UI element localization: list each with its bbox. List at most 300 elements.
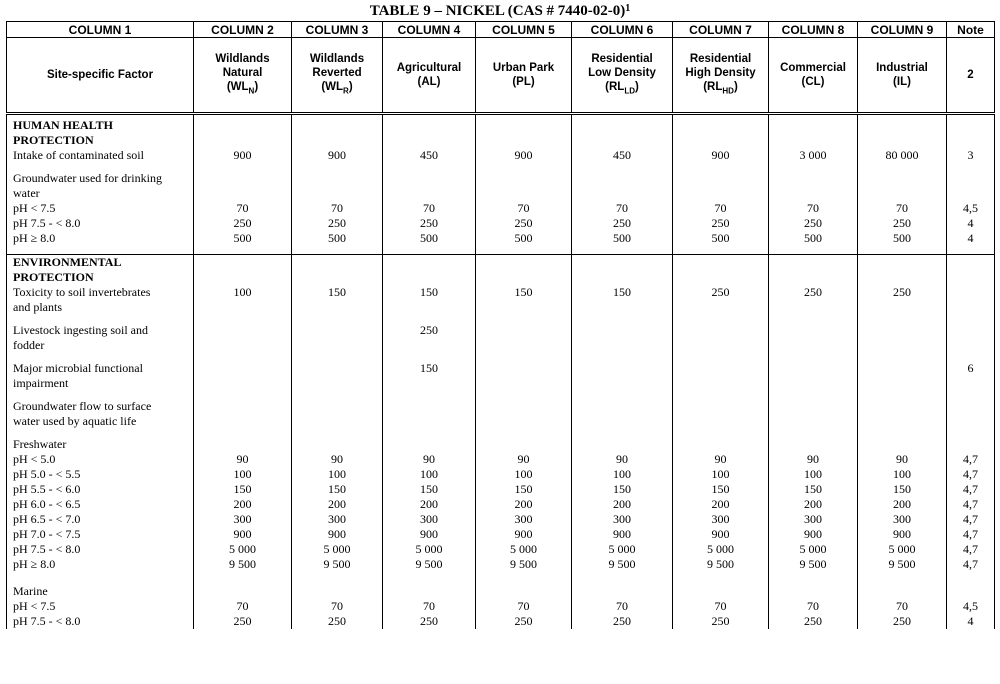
value-cell: 90: [572, 452, 673, 467]
table-row: [7, 437, 995, 452]
value-cell: 900: [476, 527, 572, 542]
value-cell: 90: [673, 452, 769, 467]
empty-cell: [673, 353, 769, 361]
empty-cell: [7, 315, 194, 323]
value-cell: 250: [769, 614, 858, 629]
empty-cell: [572, 584, 673, 599]
empty-cell: [476, 163, 572, 171]
value-cell: 5 000: [769, 542, 858, 557]
empty-cell: [572, 186, 673, 201]
empty-cell: [858, 361, 947, 376]
table-row: [7, 201, 995, 216]
empty-cell: [7, 572, 194, 584]
empty-cell: [858, 163, 947, 171]
table-row: [7, 361, 995, 376]
empty-cell: [673, 437, 769, 452]
value-cell: 70: [194, 599, 292, 614]
value-cell: 150: [292, 482, 383, 497]
empty-cell: [769, 270, 858, 285]
ph-label: pH < 7.5: [7, 201, 194, 216]
table-row: [7, 148, 995, 163]
empty-cell: [769, 246, 858, 254]
empty-cell: [673, 414, 769, 429]
spacer-row: [7, 163, 995, 171]
empty-cell: [292, 376, 383, 391]
section-heading: HUMAN HEALTH: [7, 118, 194, 133]
value-cell: 3 000: [769, 148, 858, 163]
empty-cell: [769, 414, 858, 429]
cell-text: Wildlands: [309, 52, 365, 65]
empty-cell: [673, 186, 769, 201]
value-cell: 200: [858, 497, 947, 512]
ph-label: pH 5.5 - < 6.0: [7, 482, 194, 497]
table-title: [0, 2, 1000, 20]
value-cell: 250: [194, 614, 292, 629]
note-cell: 6: [947, 361, 995, 376]
note-cell: 3: [947, 148, 995, 163]
subgroup-label: Freshwater: [7, 437, 194, 452]
table-row: [7, 270, 995, 285]
table-row: [7, 300, 995, 315]
factor-label: Major microbial functional: [7, 361, 194, 376]
empty-cell: [769, 338, 858, 353]
empty-cell: [476, 429, 572, 437]
value-cell: 70: [769, 201, 858, 216]
empty-cell: [858, 572, 947, 584]
col-header: COLUMN 3: [292, 22, 383, 38]
cell-text: R: [343, 86, 349, 96]
empty-cell: [292, 338, 383, 353]
empty-cell: [383, 315, 476, 323]
empty-cell: [7, 391, 194, 399]
empty-cell: [673, 254, 769, 270]
value-cell: 200: [383, 497, 476, 512]
empty-cell: [383, 572, 476, 584]
empty-cell: [673, 323, 769, 338]
empty-cell: [194, 399, 292, 414]
value-cell: 100: [769, 467, 858, 482]
empty-cell: [572, 572, 673, 584]
value-cell: 100: [383, 467, 476, 482]
empty-cell: [476, 118, 572, 133]
value-cell: 100: [858, 467, 947, 482]
value-cell: 70: [292, 201, 383, 216]
empty-cell: [769, 376, 858, 391]
spacer-row: [7, 572, 995, 584]
table-row: [7, 186, 995, 201]
table-row: [7, 599, 995, 614]
value-cell: 900: [673, 527, 769, 542]
col-header: COLUMN 2: [194, 22, 292, 38]
empty-cell: [769, 254, 858, 270]
value-cell: 500: [769, 231, 858, 246]
section-heading-row: [7, 254, 995, 270]
landuse-header: [858, 38, 947, 114]
value-cell: 200: [194, 497, 292, 512]
value-cell: 250: [858, 285, 947, 300]
empty-cell: [858, 171, 947, 186]
value-cell: 200: [673, 497, 769, 512]
empty-cell: [194, 246, 292, 254]
empty-cell: [769, 399, 858, 414]
empty-cell: [947, 163, 995, 171]
factor-label: impairment: [7, 376, 194, 391]
value-cell: 150: [383, 285, 476, 300]
land-use-row: [7, 38, 995, 114]
empty-cell: [383, 171, 476, 186]
empty-cell: [673, 572, 769, 584]
empty-cell: [194, 163, 292, 171]
empty-cell: [572, 376, 673, 391]
empty-cell: [769, 315, 858, 323]
empty-cell: [673, 338, 769, 353]
empty-cell: [572, 399, 673, 414]
value-cell: 250: [476, 216, 572, 231]
ph-label: pH < 7.5: [7, 599, 194, 614]
value-cell: 9 500: [476, 557, 572, 572]
empty-cell: [292, 133, 383, 148]
value-cell: 5 000: [858, 542, 947, 557]
empty-cell: [292, 572, 383, 584]
empty-cell: [673, 163, 769, 171]
section-heading-row: [7, 118, 995, 133]
value-cell: 100: [194, 285, 292, 300]
table-row: [7, 376, 995, 391]
empty-cell: [572, 414, 673, 429]
value-cell: 70: [194, 201, 292, 216]
col-header: COLUMN 5: [476, 22, 572, 38]
value-cell: 200: [572, 497, 673, 512]
note-cell: 4,7: [947, 482, 995, 497]
empty-cell: [572, 338, 673, 353]
spacer-row: [7, 246, 995, 254]
empty-cell: [292, 437, 383, 452]
value-cell: 500: [476, 231, 572, 246]
empty-cell: [383, 353, 476, 361]
empty-cell: [769, 391, 858, 399]
empty-cell: [947, 133, 995, 148]
empty-cell: [7, 246, 194, 254]
value-cell: 150: [673, 482, 769, 497]
empty-cell: [476, 361, 572, 376]
empty-cell: [858, 246, 947, 254]
ph-label: pH 5.0 - < 5.5: [7, 467, 194, 482]
cell-text: N: [248, 86, 255, 96]
value-cell: 9 500: [383, 557, 476, 572]
section-heading: PROTECTION: [7, 270, 194, 285]
ph-label: pH ≥ 8.0: [7, 557, 194, 572]
empty-cell: [947, 429, 995, 437]
factor-label: water: [7, 186, 194, 201]
value-cell: 900: [476, 148, 572, 163]
value-cell: 90: [476, 452, 572, 467]
value-cell: 900: [292, 527, 383, 542]
empty-cell: [572, 361, 673, 376]
empty-cell: [572, 353, 673, 361]
empty-cell: [858, 300, 947, 315]
empty-cell: [858, 133, 947, 148]
value-cell: 900: [383, 527, 476, 542]
value-cell: 90: [769, 452, 858, 467]
cell-text: (IL): [893, 76, 911, 88]
empty-cell: [292, 315, 383, 323]
empty-cell: [292, 353, 383, 361]
empty-cell: [476, 323, 572, 338]
landuse-header: [476, 38, 572, 114]
table-row: [7, 399, 995, 414]
cell-text: Residential: [689, 52, 752, 65]
ph-label: pH 6.0 - < 6.5: [7, 497, 194, 512]
empty-cell: [7, 429, 194, 437]
value-cell: 200: [769, 497, 858, 512]
table-row: [7, 452, 995, 467]
note-cell: 4,7: [947, 557, 995, 572]
empty-cell: [947, 171, 995, 186]
empty-cell: [194, 254, 292, 270]
empty-cell: [858, 376, 947, 391]
spacer-row: [7, 391, 995, 399]
ph-label: pH 7.5 - < 8.0: [7, 542, 194, 557]
value-cell: 900: [194, 527, 292, 542]
value-cell: 150: [383, 482, 476, 497]
empty-cell: [292, 584, 383, 599]
empty-cell: [858, 315, 947, 323]
empty-cell: [194, 118, 292, 133]
empty-cell: [572, 133, 673, 148]
value-cell: 200: [292, 497, 383, 512]
value-cell: 250: [673, 614, 769, 629]
table-row: [7, 614, 995, 629]
empty-cell: [292, 414, 383, 429]
value-cell: 90: [194, 452, 292, 467]
table-row: [7, 323, 995, 338]
cell-text: Low Density: [588, 66, 656, 79]
table-row: [7, 231, 995, 246]
empty-cell: [476, 186, 572, 201]
value-cell: 250: [572, 216, 673, 231]
empty-cell: [194, 171, 292, 186]
empty-cell: [194, 376, 292, 391]
table-row: [7, 414, 995, 429]
empty-cell: [947, 270, 995, 285]
nickel-table: [6, 21, 995, 629]
value-cell: 300: [194, 512, 292, 527]
empty-cell: [858, 270, 947, 285]
empty-cell: [194, 323, 292, 338]
value-cell: 500: [858, 231, 947, 246]
col-header: COLUMN 1: [7, 22, 194, 38]
empty-cell: [383, 437, 476, 452]
empty-cell: [476, 391, 572, 399]
empty-cell: [673, 171, 769, 186]
value-cell: 9 500: [858, 557, 947, 572]
empty-cell: [383, 391, 476, 399]
cell-text: TABLE 9 – NICKEL (CAS # 7440-02-0): [369, 3, 626, 19]
value-cell: 70: [673, 599, 769, 614]
note-cell: 4,7: [947, 542, 995, 557]
empty-cell: [858, 118, 947, 133]
empty-cell: [383, 254, 476, 270]
value-cell: 100: [572, 467, 673, 482]
empty-cell: [673, 315, 769, 323]
value-cell: 250: [858, 216, 947, 231]
value-cell: 5 000: [292, 542, 383, 557]
factor-label: water used by aquatic life: [7, 414, 194, 429]
empty-cell: [572, 171, 673, 186]
empty-cell: [572, 323, 673, 338]
empty-cell: [572, 118, 673, 133]
landuse-header: [292, 38, 383, 114]
landuse-header: [572, 38, 673, 114]
empty-cell: [572, 254, 673, 270]
empty-cell: [769, 361, 858, 376]
section-heading: PROTECTION: [7, 133, 194, 148]
value-cell: 250: [673, 216, 769, 231]
section-heading: ENVIRONMENTAL: [7, 254, 194, 270]
empty-cell: [476, 376, 572, 391]
value-cell: 900: [858, 527, 947, 542]
empty-cell: [769, 584, 858, 599]
empty-cell: [858, 186, 947, 201]
empty-cell: [292, 361, 383, 376]
spacer-row: [7, 429, 995, 437]
empty-cell: [383, 376, 476, 391]
spacer-row: [7, 353, 995, 361]
value-cell: 9 500: [673, 557, 769, 572]
empty-cell: [383, 133, 476, 148]
value-cell: 250: [476, 614, 572, 629]
empty-cell: [858, 353, 947, 361]
note-cell: [947, 285, 995, 300]
empty-cell: [769, 300, 858, 315]
factor-label: and plants: [7, 300, 194, 315]
empty-cell: [476, 270, 572, 285]
empty-cell: [194, 186, 292, 201]
empty-cell: [572, 163, 673, 171]
cell-text: Commercial: [780, 62, 846, 74]
table-row: [7, 171, 995, 186]
value-cell: 250: [383, 614, 476, 629]
empty-cell: [194, 270, 292, 285]
empty-cell: [572, 391, 673, 399]
value-cell: 70: [572, 599, 673, 614]
value-cell: 150: [194, 482, 292, 497]
empty-cell: [7, 163, 194, 171]
empty-cell: [673, 246, 769, 254]
empty-cell: [858, 584, 947, 599]
empty-cell: [769, 118, 858, 133]
table-row: [7, 216, 995, 231]
cell-text: ): [348, 80, 353, 93]
cell-text: (WL: [226, 80, 249, 93]
landuse-header: [673, 38, 769, 114]
empty-cell: [194, 300, 292, 315]
empty-cell: [194, 391, 292, 399]
factor-label: Groundwater used for drinking: [7, 171, 194, 186]
value-cell: 9 500: [194, 557, 292, 572]
value-cell: 300: [769, 512, 858, 527]
value-cell: 150: [858, 482, 947, 497]
empty-cell: [947, 338, 995, 353]
empty-cell: [292, 163, 383, 171]
empty-cell: [572, 315, 673, 323]
factor-label: Groundwater flow to surface: [7, 399, 194, 414]
empty-cell: [476, 572, 572, 584]
cell-text: Wildlands: [215, 52, 270, 65]
value-cell: 70: [383, 599, 476, 614]
value-cell: 70: [858, 599, 947, 614]
empty-cell: [947, 391, 995, 399]
empty-cell: [858, 399, 947, 414]
table-row: [7, 338, 995, 353]
value-cell: 500: [383, 231, 476, 246]
ph-label: pH 7.5 - < 8.0: [7, 614, 194, 629]
empty-cell: [383, 584, 476, 599]
value-cell: 250: [383, 216, 476, 231]
empty-cell: [947, 254, 995, 270]
ph-label: pH < 5.0: [7, 452, 194, 467]
value-cell: 150: [383, 361, 476, 376]
value-cell: 150: [476, 482, 572, 497]
empty-cell: [673, 429, 769, 437]
cell-text: (AL): [417, 76, 441, 88]
empty-cell: [383, 118, 476, 133]
empty-cell: [383, 338, 476, 353]
value-cell: 500: [292, 231, 383, 246]
value-cell: 300: [572, 512, 673, 527]
ph-label: pH 6.5 - < 7.0: [7, 512, 194, 527]
value-cell: 5 000: [572, 542, 673, 557]
note-header: 2: [947, 38, 995, 114]
subgroup-label: Marine: [7, 584, 194, 599]
col-header: Note: [947, 22, 995, 38]
ph-label: pH 7.5 - < 8.0: [7, 216, 194, 231]
empty-cell: [858, 338, 947, 353]
cell-text: Reverted: [312, 66, 362, 79]
empty-cell: [292, 300, 383, 315]
empty-cell: [572, 300, 673, 315]
value-cell: 500: [194, 231, 292, 246]
value-cell: 250: [194, 216, 292, 231]
empty-cell: [769, 572, 858, 584]
value-cell: 900: [673, 148, 769, 163]
empty-cell: [194, 429, 292, 437]
ph-label: pH 7.0 - < 7.5: [7, 527, 194, 542]
empty-cell: [292, 429, 383, 437]
empty-cell: [476, 584, 572, 599]
col-header: COLUMN 7: [673, 22, 769, 38]
value-cell: 100: [292, 467, 383, 482]
value-cell: 250: [769, 216, 858, 231]
empty-cell: [769, 323, 858, 338]
cell-text: ): [254, 80, 259, 93]
value-cell: 5 000: [194, 542, 292, 557]
empty-cell: [858, 437, 947, 452]
value-cell: 500: [673, 231, 769, 246]
empty-cell: [194, 338, 292, 353]
empty-cell: [476, 315, 572, 323]
value-cell: 150: [476, 285, 572, 300]
col-header: COLUMN 4: [383, 22, 476, 38]
empty-cell: [673, 133, 769, 148]
table-row: [7, 133, 995, 148]
cell-text: (RL: [703, 80, 723, 93]
cell-text: (RL: [605, 80, 625, 93]
empty-cell: [292, 246, 383, 254]
value-cell: 9 500: [572, 557, 673, 572]
note-cell: 4: [947, 614, 995, 629]
spacer-row: [7, 315, 995, 323]
